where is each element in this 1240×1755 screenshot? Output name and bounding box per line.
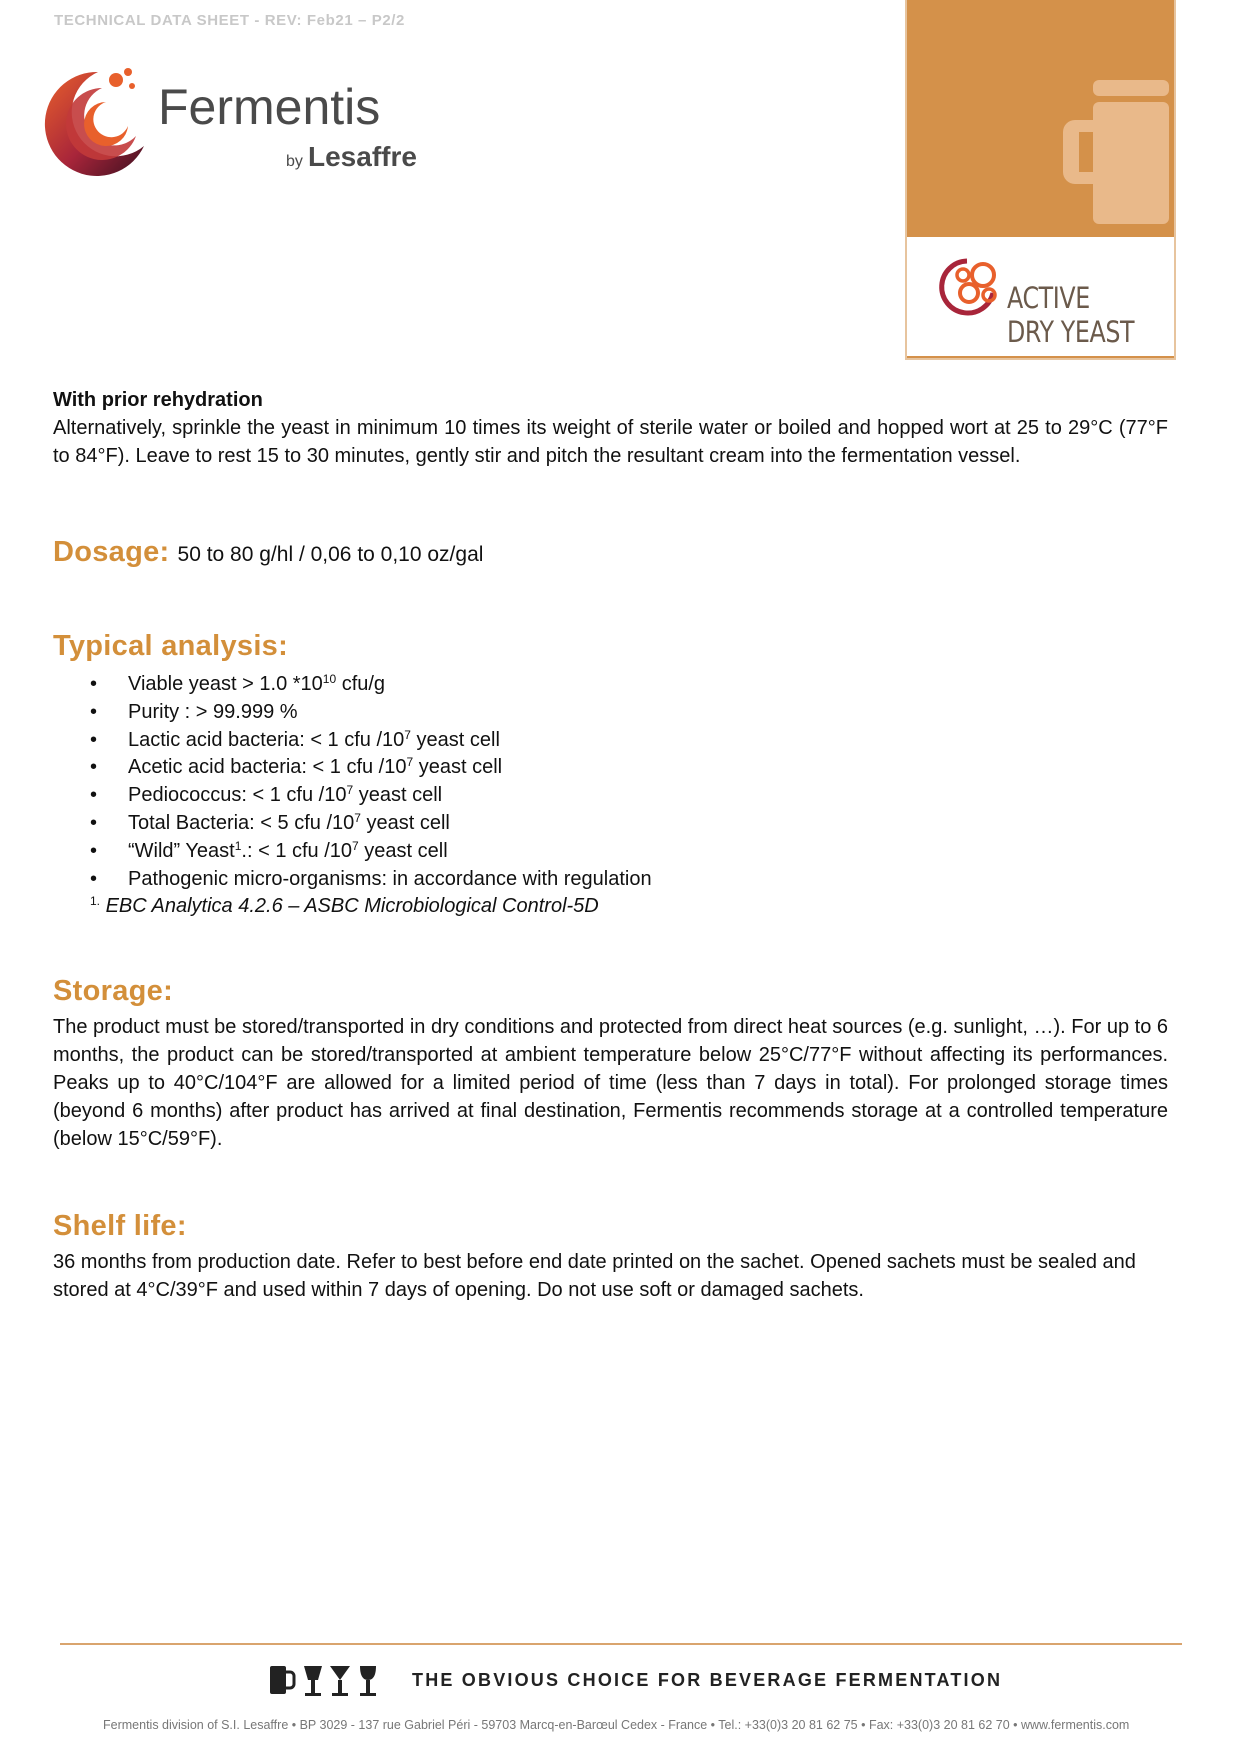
storage-text: The product must be stored/transported in dry conditions and protected from direct heat sources (e.g. sunlight, …). For up to 6 months, the product can be stored/transported at ambient temperature below 25°C/77°F without affecting its performances. Peaks up to 40°C/104°F are allowed for a limited period of time (less than 7 days in total). For prolonged storage times (beyond 6 months) after product has arrived at final destination, Fermentis recommends storage at a controlled temperature (below 15°C/59°F).	[53, 1016, 1169, 1150]
list-item: • Total Bacteria: < 5 cfu $/10^7$ yeast cell	[90, 810, 652, 838]
rehydration-text: Alternatively, sprinkle the yeast in minimum 10 times its weight of sterile water or boiled and hopped wort at 25 to 29°C (77°F to 84°F). Leave to rest 15 to 30 minutes, gently stir and pitch the resultant cream into the fermentation vessel.	[53, 417, 1168, 467]
active-dry-yeast-badge	[907, 237, 1174, 356]
analysis-list	[90, 671, 652, 893]
beer-mug-icon	[1059, 76, 1175, 226]
footnote-text: EBC Analytica 4.2.6 – ASBC Microbiological Control-5D	[105, 895, 599, 917]
logo-name: Fermentis	[158, 79, 381, 135]
fermentis-logo-icon	[40, 62, 440, 182]
badge-line-1: ACTIVE	[1007, 281, 1090, 315]
footer-tagline-row	[268, 1660, 1002, 1700]
list-item: • Acetic acid bacteria: < 1 cfu $/10^7$ yeast cell	[90, 754, 652, 782]
footer-tagline: THE OBVIOUS CHOICE FOR BEVERAGE FERMENTATION	[412, 1669, 1003, 1690]
footer-divider	[60, 1643, 1182, 1645]
list-item: • Pathogenic micro-organisms: in accordance with regulation	[90, 866, 652, 894]
footer-address: Fermentis division of S.I. Lesaffre • BP 3029 - 137 rue Gabriel Péri - 59703 Marcq-en-Barœul Cedex - France • Tel.: +33(0)3 20 81 62 75 • Fax: +33(0)3 20 81 62 70 • www.fermentis.com	[103, 1718, 1130, 1732]
active-dry-yeast-icon	[937, 253, 1003, 321]
analysis-footnote	[90, 895, 599, 918]
storage-title: Storage:	[53, 975, 174, 1007]
badge-line-2: DRY YEAST	[1007, 315, 1135, 349]
product-category-panel	[905, 0, 1176, 360]
logo-company: Lesaffre	[308, 141, 417, 172]
beverage-glasses-icon	[268, 1662, 384, 1698]
rehydration-section	[53, 386, 1168, 470]
rehydration-title: With prior rehydration	[53, 389, 263, 411]
shelf-life-text: 36 months from production date. Refer to best before end date printed on the sachet. Opened sachets must be sealed and stored at 4°C/39°F and used within 7 days of opening. Do not use soft or damaged sachets.	[53, 1251, 1136, 1301]
list-item: • Viable yeast > 1.0 $*10^{10}$ cfu/g	[90, 671, 652, 699]
list-item: • Lactic acid bacteria: < 1 cfu $/10^7$ yeast cell	[90, 727, 652, 755]
list-item: • Pediococcus: < 1 cfu $/10^7$ yeast cell	[90, 782, 652, 810]
analysis-title: Typical analysis:	[53, 630, 289, 662]
footnote-mark: 1.	[90, 894, 101, 908]
dosage-title: Dosage:	[53, 536, 170, 568]
dosage-value: 50 to 80 g/hl / 0,06 to 0,10 oz/gal	[177, 543, 484, 566]
logo-by: by	[286, 153, 303, 170]
document-label: TECHNICAL DATA SHEET - REV: Feb21 – P2/2	[54, 12, 406, 29]
list-item: • Purity : > 99.999 %	[90, 699, 652, 727]
shelf-life-title: Shelf life:	[53, 1210, 187, 1242]
dosage-row	[53, 536, 483, 569]
list-item: • “Wild” Yeast$^1$.: < 1 cfu $/10^7$ yeast cell	[90, 838, 652, 866]
